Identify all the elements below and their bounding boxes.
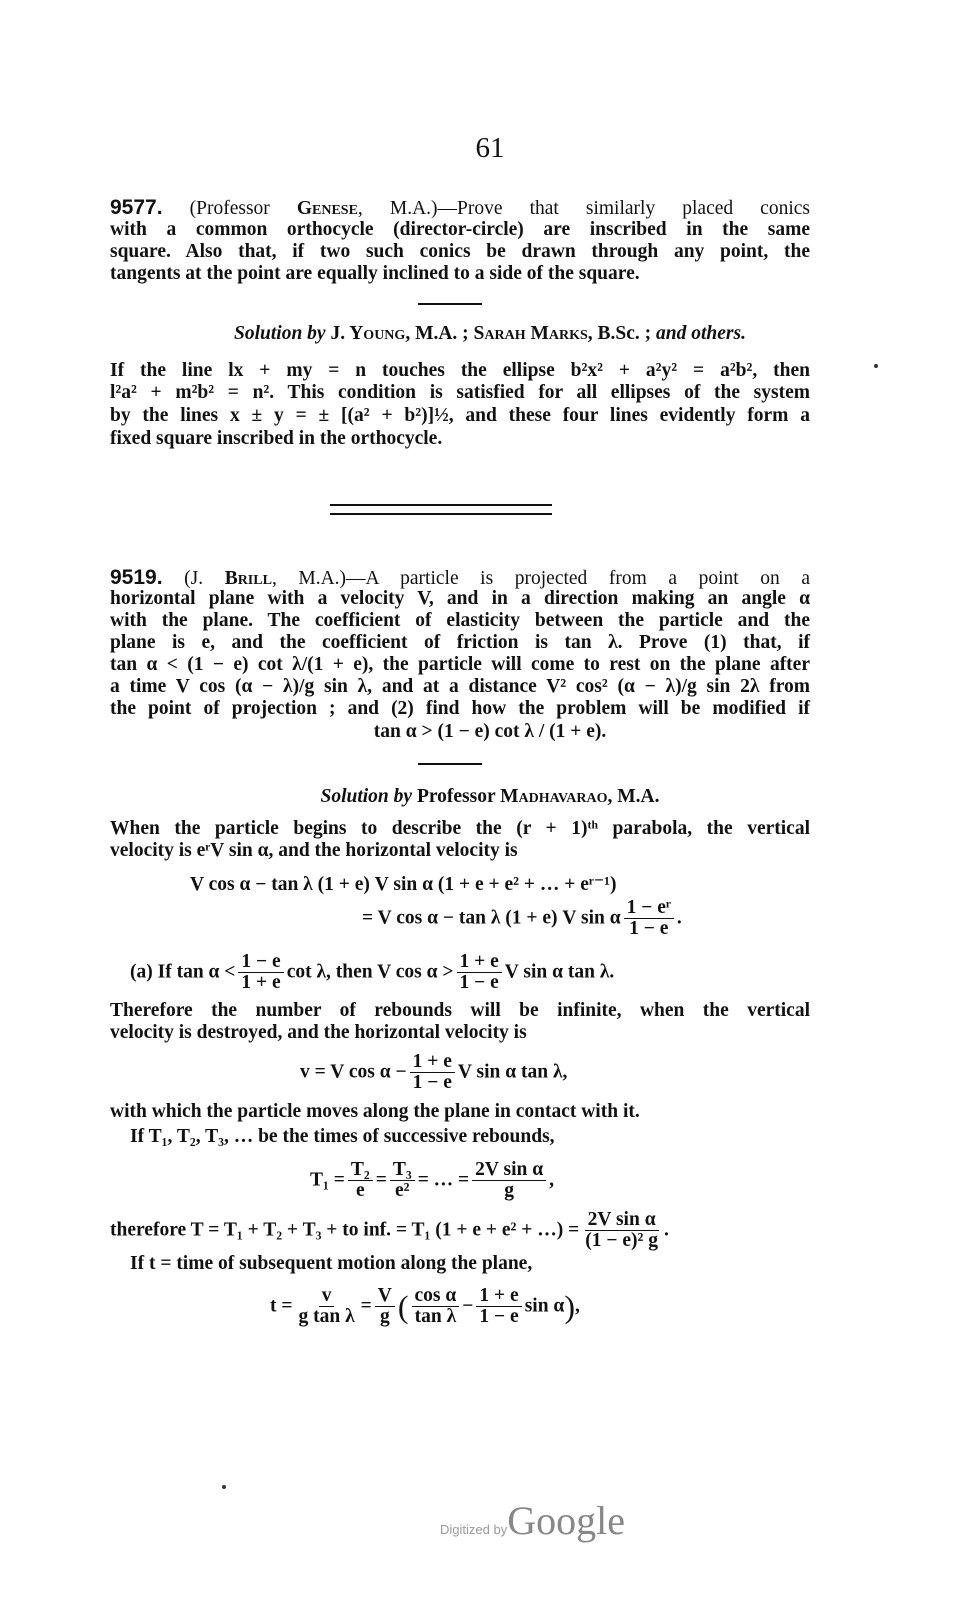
solution-9577-line-4: fixed square inscribed in the orthocycle. (110, 428, 443, 449)
page-number: 61 (475, 132, 505, 164)
solution-9519-line-5: with which the particle moves along the plane in contact with it. (110, 1101, 640, 1122)
solver-name-1: J. Young (330, 323, 406, 344)
numerator: 1 − e (238, 952, 283, 973)
case-a-end: V sin α tan λ. (504, 961, 615, 983)
google-logo: Google (507, 1498, 625, 1543)
case-a-middle: cot λ, then V cos α > (286, 961, 454, 983)
denominator: e (355, 1180, 365, 1202)
fraction (295, 1286, 357, 1328)
equation-2-lhs: = V cos α − tan λ (1 + e) V sin α (362, 907, 621, 929)
fraction (348, 1160, 373, 1202)
author-prefix: (J. (184, 568, 225, 589)
denominator: 1 − e (479, 1306, 519, 1328)
denominator: 1 − e (459, 972, 499, 994)
fraction (624, 898, 674, 940)
fraction (457, 952, 502, 994)
solution-9519-line-1: When the particle begins to describe the (r + 1)ᵗʰ parabola, the vertical (110, 818, 810, 839)
fraction (390, 1160, 415, 1202)
denominator: (1 − e)² g (585, 1230, 658, 1252)
case-a-condition (130, 952, 614, 994)
equation-5: therefore T = T₁ + T₂ + T₃ + to inf. = T₁ (1 + e + e² + …) = $\frac{\text{2V sin α}}{\text{(1 − e)² g}}$ . (110, 1209, 669, 1252)
numerator: v (319, 1286, 335, 1307)
problem-9519-line-8: tan α > (1 − e) cot λ / (1 + e). (373, 721, 607, 742)
fraction (412, 1286, 460, 1328)
solution-9577-heading (0, 323, 980, 345)
numerator: 1 − eʳ (624, 898, 674, 919)
denominator: 1 − e (629, 918, 669, 940)
equation-4-lhs: T₁ = (310, 1169, 345, 1191)
numerator: 2V sin α (472, 1160, 546, 1181)
solution-9519-line-3: Therefore the number of rebounds will be infinite, when the vertical (110, 1000, 810, 1021)
equation-3-rhs: V sin α tan λ, (457, 1061, 568, 1083)
numerator: T₂ (348, 1160, 373, 1181)
problem-9519-line-1 (110, 566, 810, 590)
numerator: 2V sin α (585, 1210, 659, 1231)
author-prefix: (Professor (189, 198, 297, 219)
solver-degree-2: , B.Sc. ; (587, 323, 652, 344)
solution-9577-line-3: by the lines x ± y = ± [(a² + b²)]½, and these four lines evidently form a (110, 405, 810, 426)
numerator: 1 + e (410, 1052, 455, 1073)
section-divider (418, 763, 482, 765)
denominator: 1 − e (412, 1072, 452, 1094)
denominator: g tan λ (298, 1306, 355, 1328)
case-a-label: (a) If tan α < (130, 961, 236, 983)
problem-9519-line-4: plane is e, and the coefficient of friction is tan λ. Prove (1) that, if (110, 632, 810, 653)
numerator: cos α (412, 1286, 460, 1307)
solution-9577-line-1: If the line lx + my = n touches the ellipse b²x² + a²y² = a²b², then (110, 360, 810, 381)
solver-name-2: Sarah Marks (473, 323, 588, 344)
equation-5-lhs: therefore T = T₁ + T₂ + T₃ + to inf. = T₁ (1 + e + e² + …) = (110, 1219, 580, 1241)
equation-1: V cos α − tan λ (1 + e) V sin α (1 + e + e² + … + eʳ⁻¹) (190, 874, 617, 895)
denominator: g (504, 1180, 515, 1202)
equation-6-lhs: t = (270, 1295, 293, 1317)
denominator: tan λ (414, 1306, 457, 1328)
solution-by: Solution by (320, 786, 413, 807)
problem-9577-line-4: tangents at the point are equally inclined to a side of the square. (110, 263, 640, 284)
solution-9519-line-4: velocity is destroyed, and the horizontal velocity is (110, 1022, 527, 1043)
numerator: 1 + e (457, 952, 502, 973)
equation-6: t = $\frac{v}{\text{g tan λ}}$ = $\frac{V}{g}$ ( $\frac{\text{cos α}}{\text{tan λ}}$ − $\frac{1 + e}{1 - e}$ sin α), (270, 1285, 580, 1328)
denominator: 1 + e (241, 972, 281, 994)
solution-9519-line-6: If T₁, T₂, T₃, … be the times of successive rebounds, (130, 1126, 555, 1147)
author-tail: , M.A.)—Prove that similarly placed conics (357, 198, 810, 219)
author-name: Genese (296, 198, 358, 219)
author-tail: , M.A.)—A particle is projected from a point on a (271, 568, 810, 589)
fraction (476, 1286, 521, 1328)
solver-degree-1: , M.A. ; (405, 323, 469, 344)
denominator: g (379, 1306, 390, 1328)
solution-by: Solution by (234, 323, 326, 344)
solution-9519-heading (0, 786, 980, 808)
scan-speck (222, 1485, 226, 1489)
numerator: 1 + e (476, 1286, 521, 1307)
fraction (238, 952, 283, 994)
solver-name: Madhavarao (500, 786, 608, 807)
fraction (582, 1210, 661, 1252)
author-name: Brill (224, 568, 272, 589)
denominator: e² (395, 1180, 410, 1202)
fraction (410, 1052, 455, 1094)
fraction (375, 1286, 395, 1328)
solver-degree: , M.A. (607, 786, 660, 807)
solution-9519-line-2: velocity is eʳV sin α, and the horizontal velocity is (110, 840, 518, 861)
solution-9519-line-7: If t = time of subsequent motion along the plane, (130, 1253, 533, 1274)
close-paren: ) (564, 1288, 575, 1325)
numerator: T₃ (390, 1160, 415, 1181)
solution-9577-line-2: l²a² + m²b² = n². This condition is satisfied for all ellipses of the system (110, 382, 810, 403)
fraction (472, 1160, 546, 1202)
digitized-label: Digitized by (440, 1522, 508, 1537)
numerator: V (375, 1286, 395, 1307)
equation-6-tail: sin α (524, 1295, 565, 1317)
problem-9577-line-2: with a common orthocycle (director-circle) are inscribed in the same (110, 219, 810, 240)
section-divider (418, 303, 482, 305)
problem-9577-line-3: square. Also that, if two such conics be drawn through any point, the (110, 241, 810, 262)
open-paren: ( (397, 1288, 409, 1325)
equation-4: T₁ = $\frac{\text{T₂}}{e}$ = $\frac{\text{T₃}}{\text{e²}}$ = … = $\frac{\text{2V sin α}}{g}$ , (310, 1159, 555, 1202)
scan-speck (874, 364, 878, 368)
solver-prefix: Professor (416, 786, 501, 807)
digitized-by-google-watermark (440, 1497, 625, 1544)
problem-9519-line-5: tan α < (1 − e) cot λ/(1 + e), the particle will come to rest on the plane after (110, 654, 810, 675)
equation-3 (300, 1052, 567, 1094)
problem-9519-line-3: with the plane. The coefficient of elasticity between the particle and the (110, 610, 810, 631)
problem-9519-line-7: the point of projection ; and (2) find how the problem will be modified if (110, 698, 810, 719)
equation-4-middle: = … = (417, 1169, 470, 1191)
problem-9577-line-1 (110, 196, 810, 220)
double-rule-divider (330, 504, 552, 515)
equation-2: = V cos α − tan λ (1 + e) V sin α $\frac{\text{1 − eʳ}}{1 - e}$ . (362, 897, 682, 940)
problem-number: 9519. (110, 566, 163, 589)
problem-9519-line-6: a time V cos (α − λ)/g sin λ, and at a distance V² cos² (α − λ)/g sin 2λ from (110, 676, 810, 697)
equation-3-lhs: v = V cos α − (300, 1061, 407, 1083)
solver-others: and others. (656, 323, 746, 344)
problem-number: 9577. (110, 196, 163, 219)
problem-9519-line-2: horizontal plane with a velocity V, and in a direction making an angle α (110, 588, 810, 609)
